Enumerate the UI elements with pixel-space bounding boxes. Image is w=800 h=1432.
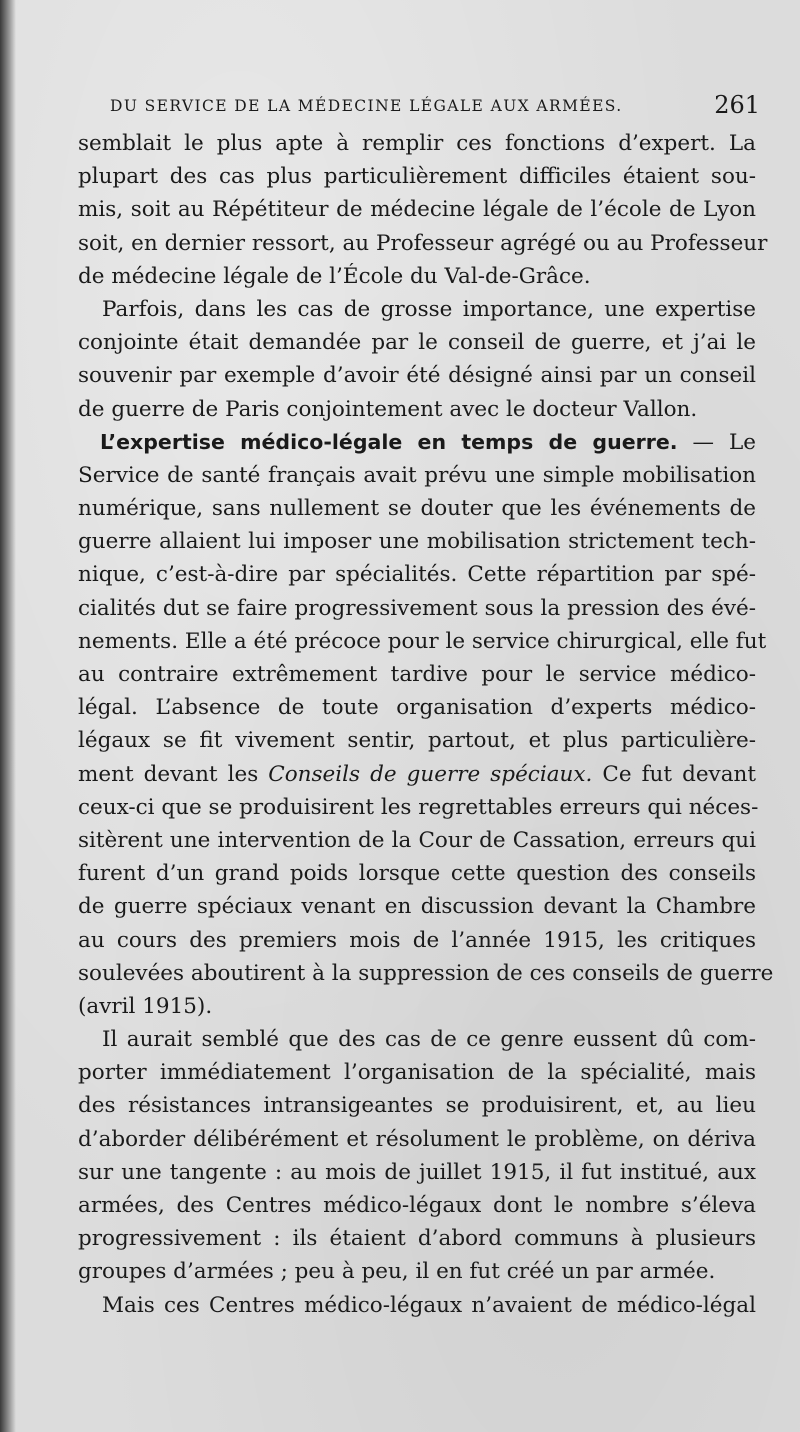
page-binding-shadow	[0, 0, 16, 1432]
text-line: porter immédiatement l’organisation de la spécialité, mais	[78, 1060, 756, 1086]
text-line: au contraire extrêmement tardive pour le service médico-	[78, 662, 756, 687]
text-line: plupart des cas plus particulièrement difficiles étaient sou-	[78, 164, 756, 190]
text-line: des résistances intransigeantes se produisirent, et, au lieu	[78, 1093, 756, 1119]
text-line	[78, 758, 756, 791]
text-line: sitèrent une intervention de la Cour de Cassation, erreurs qui	[78, 827, 756, 853]
text-line: semblait le plus apte à remplir ces fonctions d’expert. La	[78, 131, 756, 156]
text-line: sur une tangente : au mois de juillet 1915, il fut institué, aux	[78, 1159, 756, 1185]
text-line: mis, soit au Répétiteur de médecine légale de l’école de Lyon	[78, 197, 756, 223]
text-line: conjointe était demandée par le conseil de guerre, et j’ai le	[78, 330, 756, 356]
text-line: souvenir par exemple d’avoir été désigné ainsi par un conseil	[78, 363, 756, 389]
text-line: Mais ces Centres médico-légaux n’avaient de médico-légal	[102, 1292, 756, 1318]
body-text	[78, 127, 774, 1322]
page-number: 261	[714, 91, 760, 119]
running-title: DU SERVICE DE LA MÉDECINE LÉGALE AUX ARMÉES.	[110, 97, 623, 115]
italic-text: Conseils de guerre spéciaux.	[268, 761, 593, 787]
text-line: ceux-ci que se produisirent les regrettables erreurs qui néces-	[78, 794, 759, 820]
text-line: d’aborder délibérément et résolument le problème, on dériva	[78, 1126, 756, 1152]
text-line: Il aurait semblé que des cas de ce genre eussent dû com-	[102, 1027, 756, 1053]
text-line: furent d’un grand poids lorsque cette question des conseils	[78, 861, 756, 887]
text-line: guerre allaient lui imposer une mobilisation strictement tech-	[78, 529, 756, 555]
text-line: nements. Elle a été précoce pour le service chirurgical, elle fut	[78, 628, 767, 654]
running-header	[110, 93, 760, 123]
section-heading-line	[78, 426, 756, 459]
text-line: armées, des Centres médico-légaux dont le nombre s’éleva	[78, 1193, 756, 1218]
text-line: soulevées aboutirent à la suppression de ces conseils de guerre	[78, 960, 774, 986]
text-line: cialités dut se faire progressivement sous la pression des évé-	[78, 595, 756, 621]
text-line: numérique, sans nullement se douter que les événements de	[78, 496, 756, 522]
text-line: légal. L’absence de toute organisation d’experts médico-	[78, 695, 756, 721]
text-line: groupes d’armées ; peu à peu, il en fut créé un par armée.	[78, 1259, 716, 1285]
text-line: nique, c’est-à-dire par spécialités. Cette répartition par spé-	[78, 562, 756, 588]
text-fragment: Ce fut devant	[592, 761, 757, 787]
text-fragment: — Le	[677, 429, 756, 455]
text-line: au cours des premiers mois de l’année 1915, les critiques	[78, 927, 756, 953]
text-line: de guerre spéciaux venant en discussion devant la Chambre	[78, 894, 756, 920]
text-line: Service de santé français avait prévu une simple mobilisation	[78, 462, 756, 488]
text-line: légaux se fit vivement sentir, partout, et plus particulière-	[78, 728, 756, 754]
text-line: de médecine légale de l’École du Val-de-Grâce.	[78, 263, 591, 289]
text-line: (avril 1915).	[78, 993, 213, 1019]
text-fragment: ment devant les	[78, 761, 269, 787]
text-line: progressivement : ils étaient d’abord communs à plusieurs	[78, 1226, 756, 1252]
section-heading: L’expertise médico-légale en temps de guerre.	[100, 429, 678, 454]
text-line: soit, en dernier ressort, au Professeur agrégé ou au Professeur	[78, 230, 768, 256]
text-line: Parfois, dans les cas de grosse importance, une expertise	[102, 296, 756, 322]
text-line: de guerre de Paris conjointement avec le docteur Vallon.	[78, 396, 698, 422]
